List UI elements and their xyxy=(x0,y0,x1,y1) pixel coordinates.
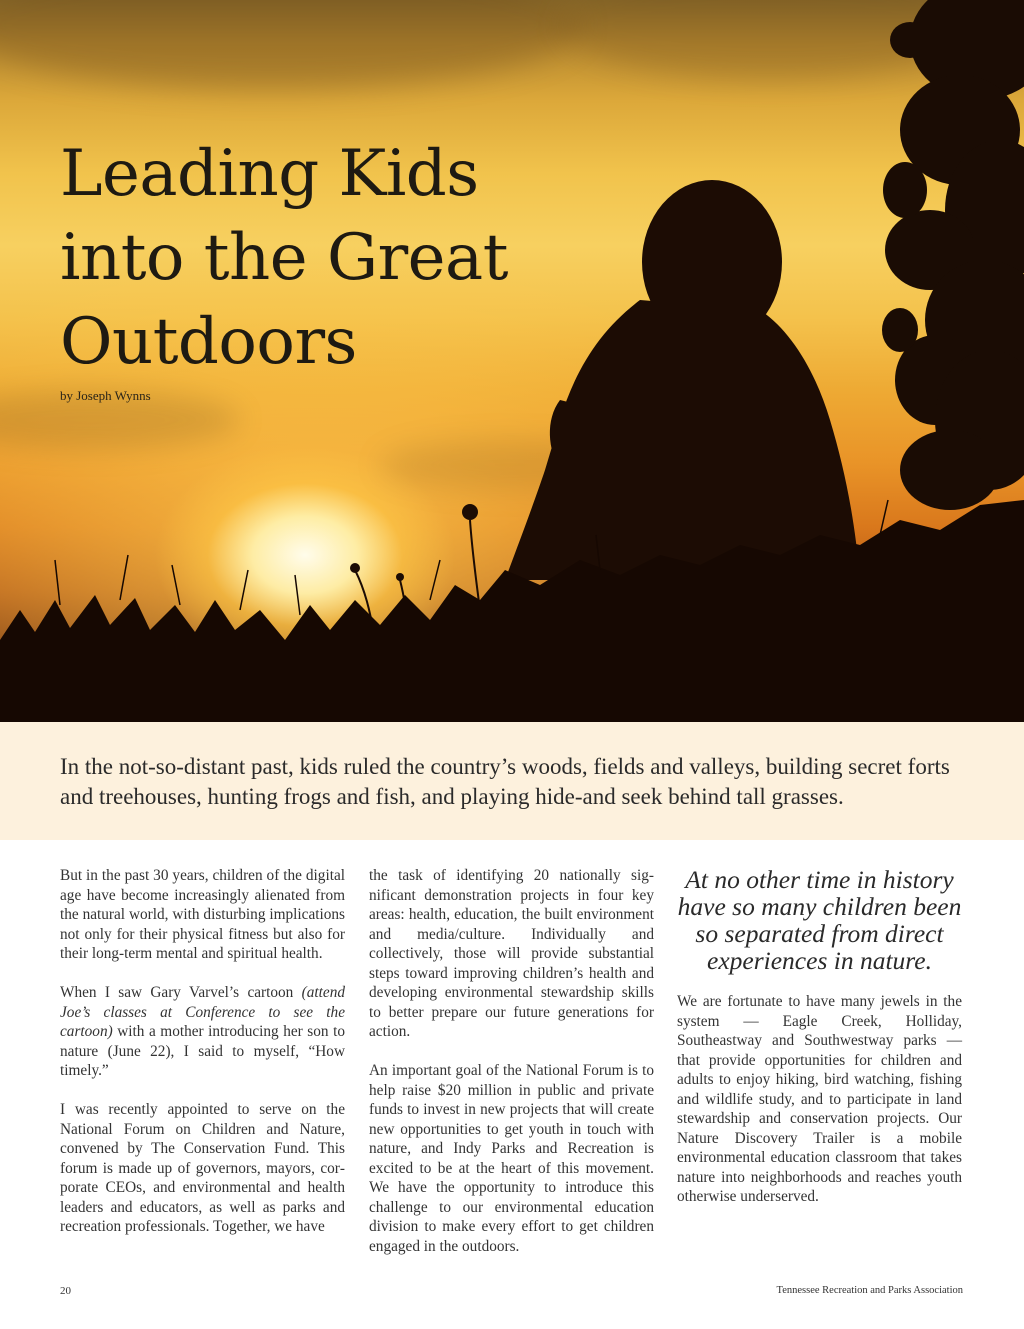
col3-paragraph-1: We are fortunate to have many jewels in the system — Eagle Creek, Holliday, Southeastway and Southwestway parks — that provide opportunities for children and adults to enjoy hiking, bird watching, fishing and wildlife study, and to participate in land stewardship and conservation projects. Our Nature Discovery Trailer is a mobile environmental education classroom that takes nature into neighborhoods and reaches youth otherwise underserved. xyxy=(677,993,962,1205)
title-line-2: into the Great xyxy=(60,221,508,295)
page-number: 20 xyxy=(60,1285,71,1297)
column-2 xyxy=(369,866,654,1276)
pull-quote: At no other time in history have so many children been so separated from direct experiences in nature. xyxy=(677,865,962,975)
intro-text: In the not-so-distant past, kids ruled the country’s woods, fields and valleys, building secret forts and treehouses, hunting frogs and fish, and playing hide-and seek behind tall grasses. xyxy=(60,754,950,809)
article-title xyxy=(60,132,508,384)
publication-name: Tennessee Recreation and Parks Association xyxy=(776,1285,963,1296)
column-1 xyxy=(60,866,345,1256)
title-line-1: Leading Kids xyxy=(60,137,479,211)
column-3 xyxy=(677,866,962,1226)
intro-band xyxy=(0,722,1024,840)
col1-p2-text-a: When I saw Gary Varvel’s cartoon xyxy=(60,984,302,1001)
col1-paragraph-2 xyxy=(60,983,345,1081)
col2-paragraph-2: An important goal of the National Forum is to help raise $20 million in public and private funds to invest in new projects that will create new opportunities to get youth in touch with nature, and Indy Parks and Recreation is excited to be at the heart of this movement. We have the opportunity to introduce this challenge to our environmental education division to make every effort to get children engaged in the outdoors. xyxy=(369,1062,654,1255)
col2-paragraph-1: the task of identifying 20 nationally significant demonstration projects in four key areas: health, education, the built environment and media/culture. Individually and collectively, those will provide substantial steps toward improving children’s health and developing environmental stewardship skills to better prepare our future generations for action. xyxy=(369,867,654,1040)
byline: by Joseph Wynns xyxy=(60,388,151,403)
col1-p2-text-b: with a mother introducing her son to nature (June 22), I said to myself, “How timely.” xyxy=(60,1023,345,1079)
col1-paragraph-3: I was recently appointed to serve on the National Forum on Children and Nature, convened by The Conservation Fund. This forum is made up of governors, mayors, corporate CEOs, and environmental and health leaders and educators, as well as parks and recreation professionals. Together, we have xyxy=(60,1101,345,1235)
title-line-3: Outdoors xyxy=(60,305,357,379)
col1-paragraph-1: But in the past 30 years, children of the digital age have become increasingly alienated from the natural world, with disturbing implications not only for their physical fitness but also for their long-term mental and spiritual health. xyxy=(60,867,345,962)
col1-p2-italic: (attend Joe’s classes at Conference to see the cartoon) xyxy=(60,984,345,1040)
